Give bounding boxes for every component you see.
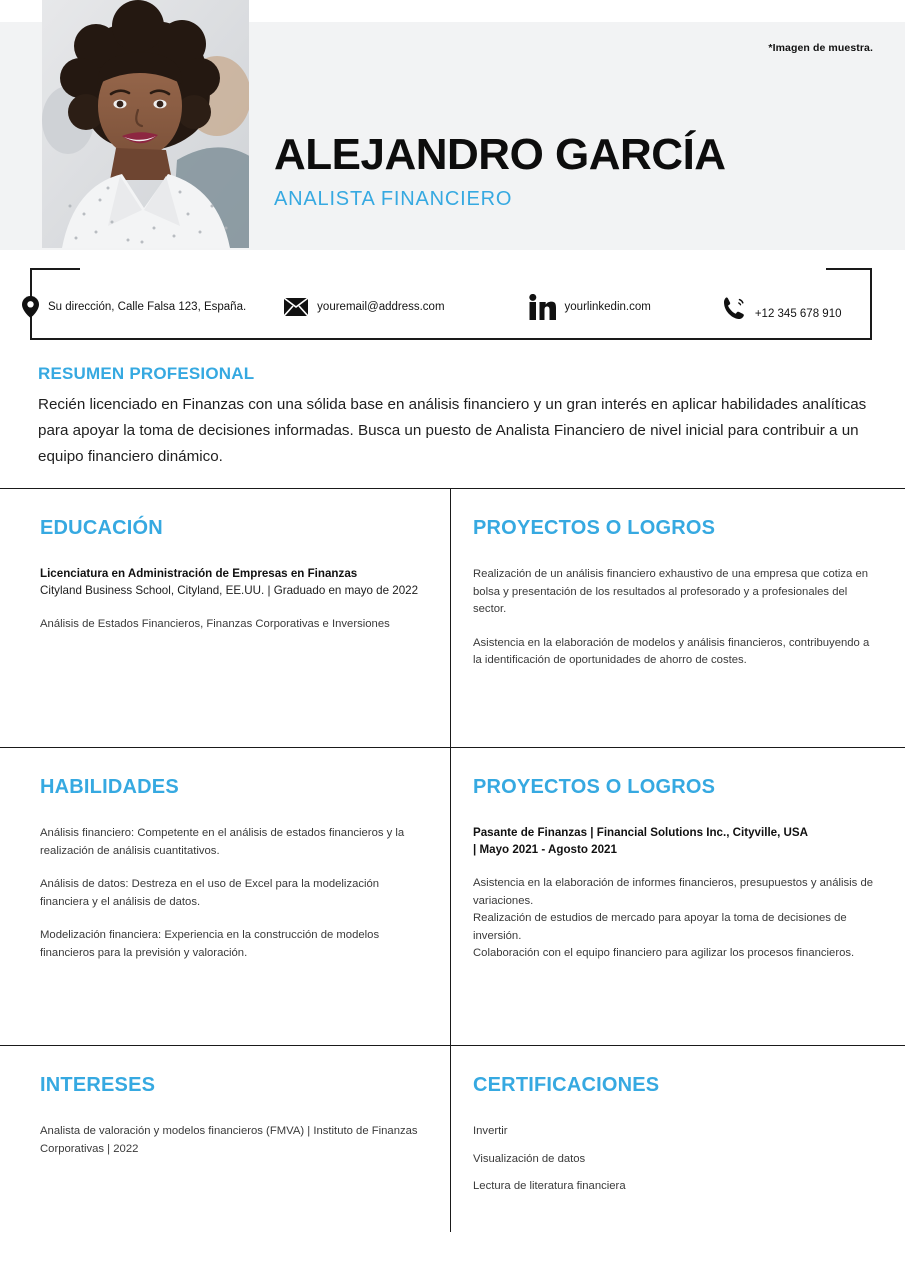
section-title-projects-one: PROYECTOS O LOGROS: [473, 517, 716, 540]
section-title-projects-two: PROYECTOS O LOGROS: [473, 776, 716, 799]
projects-one-item-2: Asistencia en la elaboración de modelos y análisis financieros, contribuyendo a la identificación de oportunidades de ahorro de costes.: [473, 636, 870, 667]
avatar: [42, 0, 249, 248]
section-interests: [0, 1046, 451, 1232]
skill-item-3: Modelización financiera: Experiencia en la construcción de modelos financieros para la previsión y valoración.: [40, 929, 380, 959]
grid-row-bottom: [0, 1046, 905, 1232]
job-title: ANALISTA FINANCIERO: [274, 188, 513, 211]
section-title-certifications: CERTIFICACIONES: [473, 1074, 660, 1097]
grid-row-skills: [0, 748, 905, 1046]
sample-image-note: *Imagen de muestra.: [768, 42, 873, 54]
section-title-skills: HABILIDADES: [40, 776, 179, 799]
list-item: Invertir: [473, 1125, 508, 1138]
contact-address-text: Su dirección, Calle Falsa 123, España.: [48, 301, 247, 313]
education-entry: [40, 566, 420, 600]
experience-bullet-2: Realización de estudios de mercado para apoyar la toma de decisiones de inversión.: [473, 912, 847, 942]
envelope-icon: [284, 298, 308, 316]
section-skills: [0, 748, 451, 1045]
contact-linkedin-text: yourlinkedin.com: [564, 301, 651, 313]
experience-role: [473, 825, 879, 859]
education-degree: Licenciatura en Administración de Empresas en Finanzas: [40, 567, 358, 581]
experience-role-line-2: | Mayo 2021 - Agosto 2021: [473, 843, 617, 857]
linkedin-icon: [529, 294, 556, 320]
skill-item-2: Análisis de datos: Destreza en el uso de Excel para la modelización financiera y el análisis de datos.: [40, 878, 380, 908]
contact-phone[interactable]: [723, 294, 842, 320]
contact-bar: [0, 264, 905, 350]
education-school: Cityland Business School, Cityland, EE.UU. | Graduado en mayo de 2022: [40, 584, 419, 598]
contact-email-text: youremail@address.com: [317, 301, 445, 313]
section-projects-two: [451, 748, 905, 1045]
education-coursework: Análisis de Estados Financieros, Finanzas Corporativas e Inversiones: [40, 618, 390, 631]
experience-bullet-1: Asistencia en la elaboración de informes financieros, presupuestos y análisis de variaciones.: [473, 877, 874, 907]
contact-phone-text: +12 345 678 910: [754, 308, 842, 320]
interests-item-1: Analista de valoración y modelos financieros (FMVA) | Instituto de Finanzas Corporativas | 2022: [40, 1125, 418, 1155]
name-block: [274, 132, 885, 211]
section-title-interests: INTERESES: [40, 1074, 156, 1097]
experience-role-line-1: Pasante de Finanzas | Financial Solutions Inc., Cityville, USA: [473, 826, 809, 840]
contact-address: [22, 296, 246, 318]
skill-item-1: Análisis financiero: Competente en el análisis de estados financieros y la realización de análisis cuantitativos.: [40, 827, 405, 857]
sections-grid: [0, 488, 905, 1232]
list-item: Lectura de literatura financiera: [473, 1180, 626, 1193]
resume-header: [0, 0, 905, 250]
professional-summary-section: [0, 350, 905, 470]
experience-bullet-3: Colaboración con el equipo financiero para agilizar los procesos financieros.: [473, 947, 855, 960]
summary-text: Recién licenciado en Finanzas con una sólida base en análisis financiero y un gran interés en aplicar habilidades analíticas para apoyar la toma de decisiones informadas. Busca un puesto de Analista Financiero de nivel inicial para contribuir a un equipo financiero dinámico.: [38, 396, 867, 466]
page-title: ALEJANDRO GARCÍA: [274, 130, 726, 179]
section-title-summary: RESUMEN PROFESIONAL: [38, 364, 255, 383]
section-projects-one: [451, 489, 905, 747]
location-pin-icon: [22, 296, 39, 318]
contact-email[interactable]: [284, 298, 444, 316]
phone-icon: [723, 295, 746, 320]
projects-one-item-1: Realización de un análisis financiero exhaustivo de una empresa que cotiza en bolsa y presentación de los resultados al profesorado y a profesionales del sector.: [473, 568, 869, 616]
section-education: [0, 489, 451, 747]
section-certifications: [451, 1046, 905, 1232]
list-item: Visualización de datos: [473, 1152, 586, 1165]
contact-linkedin[interactable]: [529, 294, 651, 320]
section-title-education: EDUCACIÓN: [40, 517, 163, 540]
grid-row-education: [0, 489, 905, 748]
